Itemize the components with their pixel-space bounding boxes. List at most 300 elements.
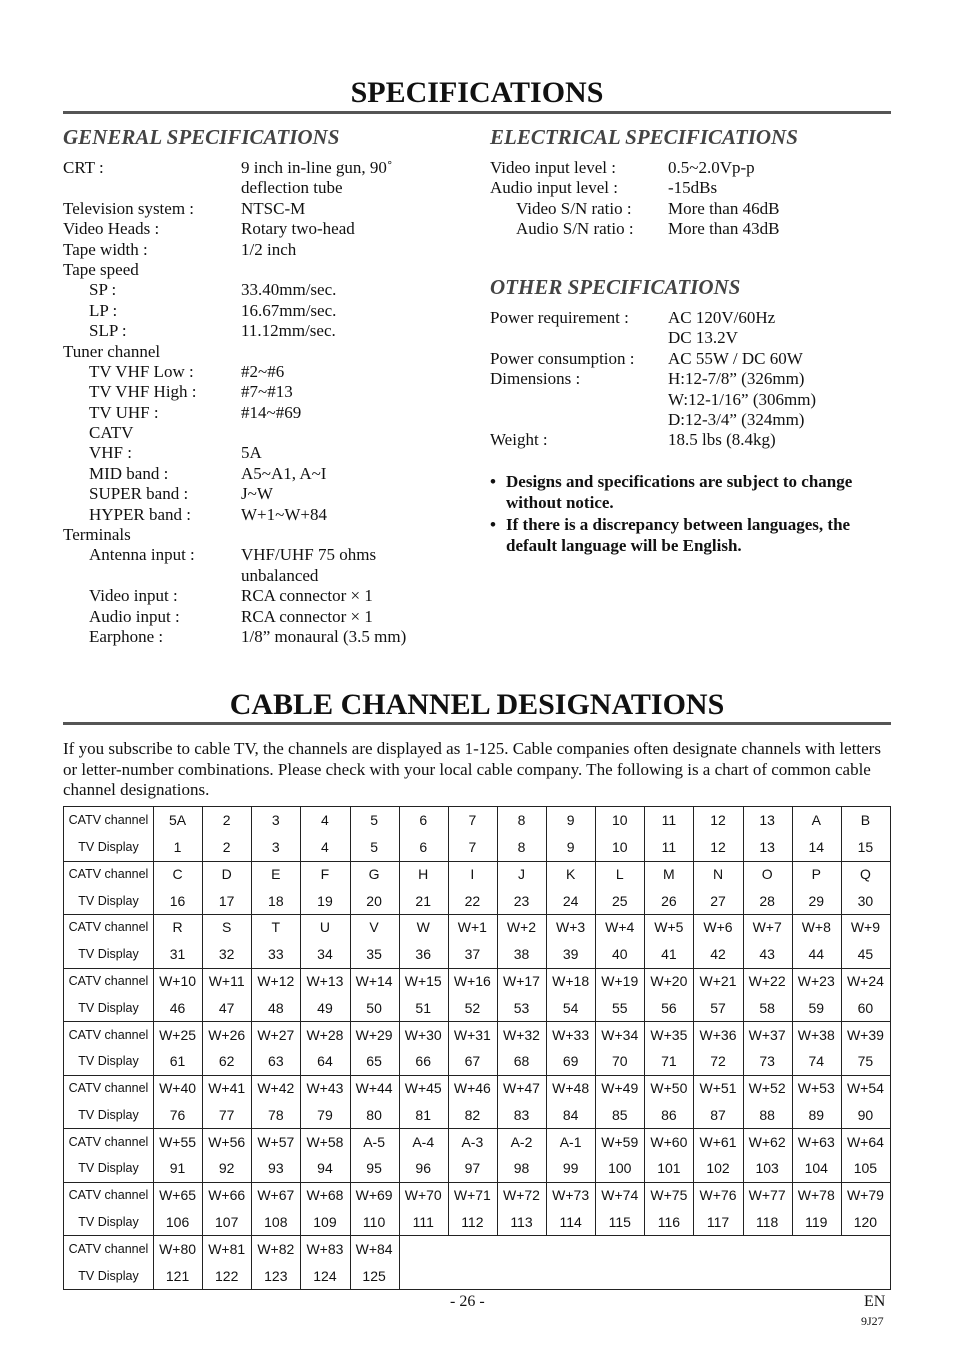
tv-display-cell: 6	[419, 839, 428, 856]
table-column-divider	[497, 807, 498, 861]
electrical-specs-list	[490, 158, 890, 240]
tv-display-cell: 52	[464, 999, 481, 1016]
spec-row	[63, 525, 483, 545]
spec-value: 18.5 lbs (8.4kg)	[668, 430, 776, 450]
table-column-divider	[202, 968, 203, 1022]
tv-display-cell: 44	[808, 946, 825, 963]
catv-channel-cell: W+79	[846, 1187, 884, 1204]
catv-channel-cell: R	[172, 919, 183, 936]
catv-channel-cell: 6	[419, 812, 428, 829]
spec-label: Antenna input :	[89, 545, 195, 565]
catv-channel-cell: C	[172, 865, 183, 882]
table-column-divider	[153, 1075, 154, 1129]
spec-notes	[490, 471, 890, 557]
tv-display-cell: 78	[268, 1106, 284, 1123]
tv-display-cell: 56	[661, 999, 677, 1016]
tv-display-cell: 11	[661, 839, 677, 856]
tv-display-cell: 33	[268, 946, 284, 963]
catv-channel-cell: W+39	[846, 1026, 884, 1043]
catv-channel-cell: 10	[611, 812, 628, 829]
table-group-divider	[64, 1021, 890, 1022]
catv-channel-header: CATV channel	[68, 974, 149, 989]
table-column-divider	[841, 968, 842, 1022]
table-column-divider	[497, 1075, 498, 1129]
spec-value: Rotary two-head	[241, 219, 355, 239]
table-group-divider	[64, 1128, 890, 1129]
catv-channel-cell: 3	[271, 812, 280, 829]
catv-channel-cell: W+45	[404, 1080, 442, 1097]
table-column-divider	[202, 1021, 203, 1075]
spec-label: Tuner channel	[63, 341, 161, 361]
tv-display-cell: 108	[264, 1214, 288, 1231]
spec-value: A5~A1, A~I	[241, 463, 327, 483]
tv-display-cell: 5	[370, 839, 378, 856]
spec-label: SP :	[89, 280, 117, 300]
table-column-divider	[251, 914, 252, 968]
catv-channel-cell: 11	[661, 812, 677, 829]
tv-display-header: TV Display	[78, 840, 139, 855]
catv-channel-cell: W+1	[457, 919, 487, 936]
catv-channel-header: CATV channel	[68, 1134, 149, 1149]
tv-display-cell: 83	[513, 1106, 530, 1123]
tv-display-cell: 43	[759, 946, 775, 963]
table-column-divider	[448, 968, 449, 1022]
tv-display-cell: 59	[808, 999, 825, 1016]
tv-display-cell: 97	[464, 1160, 481, 1177]
table-column-divider	[497, 914, 498, 968]
spec-label: Power consumption :	[490, 348, 635, 368]
spec-row	[63, 505, 483, 525]
catv-channel-cell: 2	[222, 812, 231, 829]
page-number: - 26 -	[450, 1293, 485, 1310]
tv-display-cell: 26	[661, 892, 677, 909]
spec-row	[63, 382, 483, 402]
cable-channel-table	[63, 806, 891, 1290]
tv-display-cell: 31	[169, 946, 186, 963]
table-column-divider	[399, 1128, 400, 1182]
table-column-divider	[644, 861, 645, 915]
table-column-divider	[300, 1235, 301, 1289]
catv-channel-cell: W+43	[306, 1080, 344, 1097]
tv-display-cell: 18	[268, 892, 284, 909]
bullet-icon: •	[490, 515, 496, 534]
tv-display-cell: 71	[661, 1053, 677, 1070]
tv-display-cell: 94	[317, 1160, 333, 1177]
catv-channel-cell: W+60	[650, 1133, 688, 1150]
catv-channel-cell: W+29	[355, 1026, 393, 1043]
table-column-divider	[350, 1182, 351, 1236]
tv-display-cell: 62	[218, 1053, 235, 1070]
spec-row	[63, 178, 483, 198]
tv-display-cell: 45	[857, 946, 874, 963]
catv-channel-cell: W+20	[650, 973, 688, 990]
catv-channel-cell: W+17	[503, 973, 540, 990]
tv-display-cell: 113	[510, 1214, 533, 1231]
table-column-divider	[251, 861, 252, 915]
table-column-divider	[546, 968, 547, 1022]
tv-display-cell: 32	[218, 946, 235, 963]
tv-display-cell: 65	[366, 1053, 382, 1070]
table-column-divider	[595, 861, 596, 915]
table-column-divider	[251, 1021, 252, 1075]
spec-value: More than 46dB	[668, 198, 780, 218]
catv-channel-cell: D	[221, 865, 232, 882]
table-column-divider	[251, 1128, 252, 1182]
table-column-divider	[300, 861, 301, 915]
catv-channel-cell: W+49	[601, 1080, 639, 1097]
catv-channel-header: CATV channel	[68, 866, 149, 881]
tv-display-cell: 75	[857, 1053, 874, 1070]
tv-display-cell: 116	[657, 1214, 681, 1231]
table-column-divider	[841, 807, 842, 861]
spec-label: Video input level :	[490, 158, 616, 177]
other-specs-list	[490, 308, 890, 451]
spec-value: H:12-7/8” (326mm)	[668, 369, 805, 389]
table-column-divider	[546, 1182, 547, 1236]
spec-label: CRT :	[63, 158, 104, 177]
table-column-divider	[841, 1021, 842, 1075]
tv-display-cell: 102	[706, 1160, 730, 1177]
catv-channel-cell: W+59	[601, 1133, 639, 1150]
catv-channel-cell: W+8	[801, 919, 831, 936]
tv-display-cell: 29	[808, 892, 825, 909]
note-text: Designs and specifications are subject to change without notice.	[506, 472, 853, 512]
spec-label: TV VHF Low :	[89, 361, 194, 381]
catv-channel-cell: W+61	[699, 1133, 737, 1150]
spec-value: #14~#69	[241, 402, 302, 422]
table-column-divider	[644, 1075, 645, 1129]
tv-display-header: TV Display	[78, 893, 139, 908]
catv-channel-cell: W+18	[552, 973, 590, 990]
table-column-divider	[350, 1075, 351, 1129]
table-column-divider	[300, 1075, 301, 1129]
general-specs-heading: GENERAL SPECIFICATIONS	[63, 125, 340, 149]
spec-label: TV VHF High :	[89, 382, 197, 402]
tv-display-cell: 69	[562, 1053, 579, 1070]
tv-display-header: TV Display	[78, 1107, 139, 1122]
catv-channel-cell: W+42	[257, 1080, 295, 1097]
tv-display-cell: 123	[264, 1267, 288, 1284]
tv-display-header: TV Display	[78, 1161, 139, 1176]
table-column-divider	[644, 1182, 645, 1236]
table-column-divider	[841, 1075, 842, 1129]
tv-display-cell: 15	[857, 839, 874, 856]
spec-label: Audio input :	[89, 606, 180, 626]
tv-display-cell: 21	[415, 892, 431, 909]
table-column-divider	[792, 807, 793, 861]
tv-display-cell: 118	[755, 1214, 779, 1231]
catv-channel-cell: W+27	[257, 1026, 295, 1043]
language-code: EN	[864, 1293, 886, 1310]
catv-channel-cell: W+5	[654, 919, 684, 936]
catv-channel-cell: W+70	[404, 1187, 442, 1204]
tv-display-cell: 34	[317, 946, 333, 963]
catv-channel-header: CATV channel	[68, 1081, 149, 1096]
spec-value: -15dBs	[668, 178, 718, 198]
spec-row	[63, 566, 483, 586]
note-text: If there is a discrepancy between languages, the default language will be English.	[506, 515, 851, 555]
spec-value: #7~#13	[241, 382, 293, 402]
tv-display-cell: 51	[415, 999, 431, 1016]
table-column-divider	[546, 1075, 547, 1129]
tv-display-cell: 79	[317, 1106, 333, 1123]
tv-display-header: TV Display	[78, 1000, 139, 1015]
spec-value: unbalanced	[241, 565, 319, 585]
spec-label: CATV	[89, 423, 134, 443]
tv-display-cell: 82	[464, 1106, 481, 1123]
tv-display-cell: 48	[268, 999, 284, 1016]
tv-display-cell: 24	[562, 892, 579, 909]
catv-channel-cell: W+83	[306, 1240, 344, 1257]
catv-channel-cell: W+81	[208, 1240, 246, 1257]
catv-channel-cell: W+35	[650, 1026, 688, 1043]
catv-channel-cell: W+68	[306, 1187, 344, 1204]
tv-display-cell: 66	[415, 1053, 431, 1070]
tv-display-cell: 77	[218, 1106, 235, 1123]
tv-display-cell: 111	[412, 1214, 434, 1231]
catv-channel-cell: H	[418, 865, 429, 882]
table-column-divider	[595, 968, 596, 1022]
catv-channel-cell: W+46	[453, 1080, 491, 1097]
cable-intro-text: If you subscribe to cable TV, the channels are displayed as 1-125. Cable companies often designate channels with letters or letter-number combinations. Please check with your local cable company. The following is a chart of common cable channel designations.	[63, 739, 881, 799]
spec-value: RCA connector × 1	[241, 586, 373, 606]
table-column-divider	[693, 861, 694, 915]
catv-channel-cell: W+82	[257, 1240, 295, 1257]
catv-channel-cell: W+15	[404, 973, 442, 990]
table-column-divider	[399, 1182, 400, 1236]
spec-value: AC 55W / DC 60W	[668, 348, 803, 368]
spec-label: Television system :	[63, 198, 195, 218]
spec-row	[63, 199, 483, 219]
table-group-divider	[64, 1075, 890, 1076]
catv-channel-cell: 12	[710, 812, 726, 829]
tv-display-cell: 57	[710, 999, 726, 1016]
spec-label: SLP :	[89, 321, 127, 341]
tv-display-cell: 107	[215, 1214, 239, 1231]
table-column-divider	[595, 1075, 596, 1129]
table-column-divider	[743, 807, 744, 861]
tv-display-cell: 87	[710, 1106, 726, 1123]
spec-row	[63, 464, 483, 484]
catv-channel-cell: W+33	[552, 1026, 590, 1043]
table-column-divider	[644, 968, 645, 1022]
catv-channel-cell: W+14	[355, 973, 393, 990]
table-column-divider	[350, 807, 351, 861]
table-column-divider	[350, 968, 351, 1022]
tv-display-cell: 10	[611, 839, 628, 856]
tv-display-cell: 106	[165, 1214, 190, 1231]
catv-channel-cell: W+38	[797, 1026, 835, 1043]
catv-channel-cell: W+57	[257, 1133, 295, 1150]
table-column-divider	[202, 1235, 203, 1289]
table-column-divider	[595, 1182, 596, 1236]
tv-display-cell: 92	[218, 1160, 235, 1177]
cable-title-rule	[63, 722, 891, 725]
spec-row	[63, 280, 483, 300]
tv-display-cell: 76	[169, 1106, 186, 1123]
spec-row	[63, 545, 483, 565]
table-column-divider	[792, 1128, 793, 1182]
table-column-divider	[693, 1182, 694, 1236]
note-item	[490, 471, 890, 513]
table-column-divider	[202, 914, 203, 968]
catv-channel-cell: E	[271, 865, 281, 882]
spec-label: Terminals	[63, 525, 131, 545]
catv-channel-cell: W+69	[355, 1187, 393, 1204]
table-column-divider	[546, 861, 547, 915]
catv-channel-cell: W+74	[601, 1187, 639, 1204]
table-column-divider	[595, 807, 596, 861]
tv-display-cell: 12	[710, 839, 726, 856]
spec-label: Weight :	[490, 430, 548, 450]
electrical-specs-heading: ELECTRICAL SPECIFICATIONS	[490, 125, 798, 149]
tv-display-cell: 27	[710, 892, 726, 909]
tv-display-cell: 95	[366, 1160, 382, 1177]
spec-value: 1/2 inch	[241, 239, 297, 259]
tv-display-cell: 100	[608, 1160, 632, 1177]
catv-channel-cell: W+55	[159, 1133, 197, 1150]
catv-channel-cell: 4	[321, 812, 329, 829]
spec-value: RCA connector × 1	[241, 606, 373, 626]
catv-channel-cell: W+51	[699, 1080, 737, 1097]
catv-channel-cell: W+53	[797, 1080, 835, 1097]
tv-display-cell: 119	[805, 1214, 828, 1231]
spec-label: Tape speed	[63, 259, 139, 279]
tv-display-cell: 36	[415, 946, 431, 963]
spec-value: 9 inch in-line gun, 90˚	[241, 158, 393, 177]
table-column-divider	[202, 1075, 203, 1129]
catv-channel-cell: W+48	[552, 1080, 590, 1097]
catv-channel-cell: W	[416, 919, 430, 936]
catv-channel-cell: W+34	[601, 1026, 639, 1043]
table-column-divider	[300, 914, 301, 968]
spec-value: #2~#6	[241, 361, 285, 381]
catv-channel-cell: W+31	[453, 1026, 491, 1043]
tv-display-cell: 101	[657, 1160, 681, 1177]
catv-channel-cell: W+3	[556, 919, 586, 936]
table-column-divider	[448, 861, 449, 915]
spec-row	[490, 369, 890, 389]
table-column-divider	[693, 968, 694, 1022]
catv-channel-cell: W+44	[355, 1080, 393, 1097]
table-column-divider	[743, 914, 744, 968]
title-rule	[63, 111, 891, 114]
spec-label: MID band :	[89, 463, 169, 483]
catv-channel-cell: G	[368, 865, 380, 882]
document-code: 9J27	[861, 1314, 884, 1328]
catv-channel-cell: W+65	[159, 1187, 197, 1204]
table-column-divider	[399, 914, 400, 968]
tv-display-cell: 110	[362, 1214, 386, 1231]
catv-channel-cell: W+80	[159, 1240, 197, 1257]
spec-label: Dimensions :	[490, 369, 581, 389]
tv-display-cell: 9	[566, 839, 575, 856]
catv-channel-cell: W+72	[503, 1187, 540, 1204]
table-column-divider	[251, 1235, 252, 1289]
spec-label: VHF :	[89, 443, 132, 463]
catv-channel-cell: W+19	[601, 973, 639, 990]
spec-label: Video input :	[89, 586, 178, 606]
spec-value: DC 13.2V	[668, 328, 738, 348]
spec-label: Video S/N ratio :	[516, 198, 632, 218]
catv-channel-header: CATV channel	[68, 1188, 149, 1203]
spec-row	[490, 158, 890, 178]
catv-channel-cell: W+32	[503, 1026, 540, 1043]
spec-row	[63, 627, 483, 647]
table-column-divider	[792, 914, 793, 968]
table-group-divider	[64, 1235, 890, 1236]
spec-row	[490, 390, 890, 410]
catv-channel-cell: W+9	[850, 919, 881, 936]
table-column-divider	[153, 1021, 154, 1075]
catv-channel-cell: 5A	[169, 812, 187, 829]
table-column-divider	[448, 1021, 449, 1075]
tv-display-cell: 50	[366, 999, 382, 1016]
table-column-divider	[546, 914, 547, 968]
note-item	[490, 514, 890, 556]
table-column-divider	[546, 807, 547, 861]
table-column-divider	[743, 861, 744, 915]
other-specs-heading: OTHER SPECIFICATIONS	[490, 275, 741, 299]
table-column-divider	[448, 1182, 449, 1236]
table-column-divider	[841, 1182, 842, 1236]
catv-channel-cell: W+52	[748, 1080, 786, 1097]
spec-label: SUPER band :	[89, 484, 189, 504]
spec-row	[63, 484, 483, 504]
catv-channel-cell: W+75	[650, 1187, 688, 1204]
table-column-divider	[251, 1182, 252, 1236]
catv-channel-cell: W+13	[306, 973, 344, 990]
tv-display-cell: 86	[661, 1106, 677, 1123]
spec-row	[490, 328, 890, 348]
catv-channel-cell: W+47	[503, 1080, 540, 1097]
tv-display-cell: 19	[317, 892, 333, 909]
spec-value: 33.40mm/sec.	[241, 280, 337, 300]
table-column-divider	[399, 807, 400, 861]
table-group-divider	[64, 1182, 890, 1183]
table-column-divider	[644, 1021, 645, 1075]
catv-channel-cell: W+4	[605, 919, 635, 936]
tv-display-cell: 99	[562, 1160, 579, 1177]
catv-channel-cell: A-4	[412, 1133, 435, 1150]
catv-channel-cell: O	[761, 865, 773, 882]
table-column-divider	[693, 914, 694, 968]
tv-display-cell: 104	[804, 1160, 828, 1177]
tv-display-cell: 91	[169, 1160, 186, 1177]
table-column-divider	[448, 807, 449, 861]
bullet-icon: •	[490, 472, 496, 491]
table-column-divider	[743, 968, 744, 1022]
table-column-divider	[202, 1182, 203, 1236]
spec-label: TV UHF :	[89, 402, 159, 422]
spec-row	[63, 158, 483, 178]
table-column-divider	[399, 861, 400, 915]
spec-value: 11.12mm/sec.	[241, 321, 336, 341]
table-column-divider	[792, 1075, 793, 1129]
table-column-divider	[595, 1128, 596, 1182]
table-column-divider	[350, 1235, 351, 1289]
tv-display-cell: 89	[808, 1106, 825, 1123]
catv-channel-cell: W+28	[306, 1026, 344, 1043]
catv-channel-cell: T	[271, 919, 281, 936]
tv-display-cell: 81	[415, 1106, 431, 1123]
spec-label: Video Heads :	[63, 219, 160, 239]
table-column-divider	[644, 914, 645, 968]
catv-channel-cell: W+30	[404, 1026, 442, 1043]
tv-display-cell: 49	[317, 999, 333, 1016]
table-group-divider	[64, 914, 890, 915]
spec-row	[63, 240, 483, 260]
